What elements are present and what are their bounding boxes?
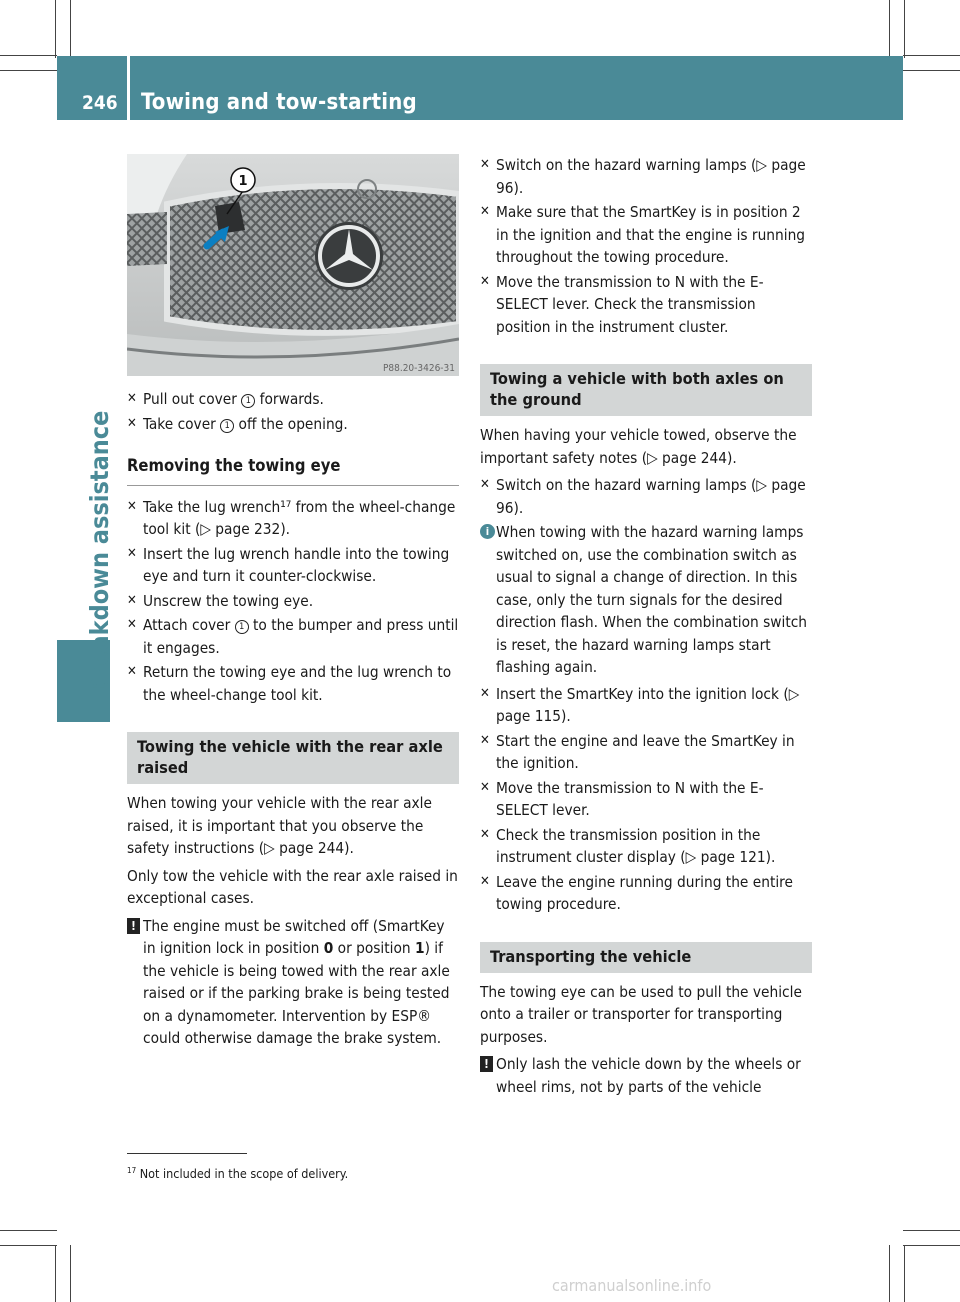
- step-text: Make sure that the SmartKey is in position 2 in the ignition and that the engine is running throughout the towing procedure.: [496, 203, 806, 266]
- step-text: forwards.: [255, 390, 324, 408]
- step-pull-out-cover: [127, 388, 459, 411]
- left-column: [127, 388, 459, 1054]
- step-text: Move the transmission to N with the E-SELECT lever.: [496, 778, 764, 819]
- warning-text: Only lash the vehicle down by the wheels or wheel rims, not by parts of the vehicle: [496, 1055, 801, 1096]
- step-arrow-icon: ✕: [127, 545, 137, 561]
- section-heading-transporting: Transporting the vehicle: [480, 942, 812, 973]
- section-heading-both-axles: Towing a vehicle with both axles on the ground: [480, 364, 812, 416]
- crop-mark: [903, 55, 960, 56]
- position-value: 0: [323, 939, 334, 957]
- header-divider: [127, 56, 130, 120]
- step-text: Pull out cover: [143, 390, 242, 408]
- side-tab-label: Breakdown assistance: [85, 410, 114, 694]
- step-text: off the opening.: [234, 414, 348, 433]
- step-text: Check the transmission position in the instrument cluster display (▷ page 121).: [496, 825, 776, 866]
- footnote: [127, 1166, 348, 1181]
- heading-removing-towing-eye: Removing the towing eye: [127, 455, 459, 486]
- step-text: Move the transmission to N with the E-SELECT lever. Check the transmission position in the instrument cluster.: [496, 272, 764, 336]
- step-item: [480, 154, 812, 199]
- warning-text: or position: [333, 939, 415, 957]
- crop-mark: [903, 1230, 960, 1231]
- crop-mark: [904, 1245, 905, 1302]
- step-arrow-icon: ✕: [480, 826, 490, 842]
- step-text: Take cover: [143, 414, 221, 433]
- step-text: Switch on the hazard warning lamps (▷ page 96).: [496, 156, 806, 197]
- warning-text: ) if the vehicle is being towed with the rear axle raised or if the parking brake is being tested on a dynamometer. Intervention by ESP® could otherwise damage the brake system.: [143, 939, 450, 1047]
- callout-ref: 1: [235, 620, 249, 634]
- footnote-rule: [127, 1153, 247, 1154]
- crop-mark: [55, 1245, 56, 1302]
- step-item: [480, 201, 812, 269]
- crop-mark: [55, 0, 56, 58]
- step-item: [127, 543, 459, 588]
- step-arrow-icon: ✕: [480, 732, 490, 748]
- warning-note: [480, 1053, 812, 1098]
- crop-mark: [70, 0, 71, 58]
- crop-mark: [889, 1245, 890, 1302]
- step-item: [480, 474, 812, 519]
- step-arrow-icon: ✕: [480, 204, 490, 219]
- chapter-title: Towing and tow-starting: [141, 90, 417, 115]
- step-attach-cover: [127, 614, 459, 659]
- step-text: Start the engine and leave the SmartKey in the ignition.: [496, 731, 795, 772]
- info-note: [480, 521, 812, 679]
- step-item: [127, 496, 459, 541]
- step-text: Insert the lug wrench handle into the towing eye and turn it counter-clockwise.: [143, 544, 450, 585]
- step-text: Take the lug wrench¹⁷ from the wheel-change tool kit (▷ page 232).: [143, 497, 456, 538]
- step-text: Return the towing eye and the lug wrench to the wheel-change tool kit.: [143, 663, 452, 704]
- warning-text: The engine must be switched off (SmartKey in ignition lock in position: [143, 916, 445, 957]
- step-item: [480, 730, 812, 775]
- info-text: When towing with the hazard warning lamps switched on, use the combination switch as usual to signal a change of direction. In this case, only the turn signals for the desired direction flash. When the combination switch is reset, the hazard warning lamps start flashing again.: [496, 523, 808, 676]
- footnote-text: Not included in the scope of delivery.: [139, 1166, 349, 1182]
- paragraph: When towing your vehicle with the rear axle raised, it is important that you observe the safety instructions (▷ page 244).: [127, 794, 432, 857]
- step-item: [480, 271, 812, 339]
- step-arrow-icon: ✕: [480, 157, 490, 172]
- step-text: Unscrew the towing eye.: [143, 591, 314, 610]
- step-text: Switch on the hazard warning lamps (▷ page 96).: [496, 476, 806, 517]
- position-value: 1: [414, 939, 425, 957]
- step-arrow-icon: ✕: [480, 779, 490, 795]
- car-front-illustration: [127, 154, 459, 376]
- step-arrow-icon: ✕: [480, 685, 490, 701]
- step-item: [127, 590, 459, 613]
- crop-mark: [889, 0, 890, 58]
- crop-mark: [904, 0, 905, 58]
- step-item: [480, 871, 812, 916]
- step-item: [480, 683, 812, 728]
- crop-mark: [0, 1245, 57, 1246]
- step-item: [480, 824, 812, 869]
- step-item: [127, 661, 459, 706]
- step-arrow-icon: ✕: [480, 273, 490, 289]
- step-arrow-icon: ✕: [127, 617, 137, 632]
- section-heading-rear-axle: Towing the vehicle with the rear axle raised: [127, 732, 459, 784]
- figure-code: P88.20-3426-31: [382, 363, 455, 374]
- step-arrow-icon: ✕: [127, 415, 137, 431]
- crop-mark: [0, 1230, 57, 1231]
- watermark[interactable]: carmanualsonline.info: [552, 1276, 712, 1295]
- step-arrow-icon: ✕: [480, 477, 490, 492]
- callout-ref: 1: [220, 419, 234, 433]
- step-arrow-icon: ✕: [480, 873, 490, 889]
- paragraph: When having your vehicle towed, observe the important safety notes (▷ page 244).: [480, 426, 797, 467]
- step-text: Leave the engine running during the entire towing procedure.: [496, 872, 793, 913]
- paragraph: Only tow the vehicle with the rear axle raised in exceptional cases.: [127, 866, 458, 907]
- warning-icon: !: [127, 918, 140, 934]
- crop-mark: [0, 55, 57, 56]
- right-column: [480, 154, 812, 1102]
- step-text: Insert the SmartKey into the ignition lock (▷ page 115).: [496, 684, 800, 725]
- step-text: Attach cover: [143, 616, 235, 634]
- callout-number: 1: [238, 174, 248, 189]
- warning-icon: !: [480, 1056, 493, 1072]
- step-arrow-icon: ✕: [127, 592, 137, 608]
- step-arrow-icon: ✕: [127, 664, 137, 679]
- crop-mark: [70, 1245, 71, 1302]
- step-item: [480, 777, 812, 822]
- paragraph: The towing eye can be used to pull the vehicle onto a trailer or transporter for transporting purposes.: [480, 982, 802, 1046]
- footnote-number: 17: [127, 1166, 137, 1175]
- front-bumper-photo: [127, 154, 459, 376]
- crop-mark: [903, 70, 960, 71]
- callout-ref: 1: [241, 394, 255, 408]
- warning-note: [127, 915, 459, 1050]
- info-icon: i: [480, 524, 495, 539]
- page-number: 246: [82, 92, 118, 114]
- crop-mark: [903, 1245, 960, 1246]
- crop-mark: [0, 70, 57, 71]
- step-arrow-icon: ✕: [127, 391, 137, 406]
- step-take-cover: [127, 413, 459, 436]
- step-text: to the bumper and press until it engages.: [143, 616, 459, 657]
- step-arrow-icon: ✕: [127, 498, 137, 514]
